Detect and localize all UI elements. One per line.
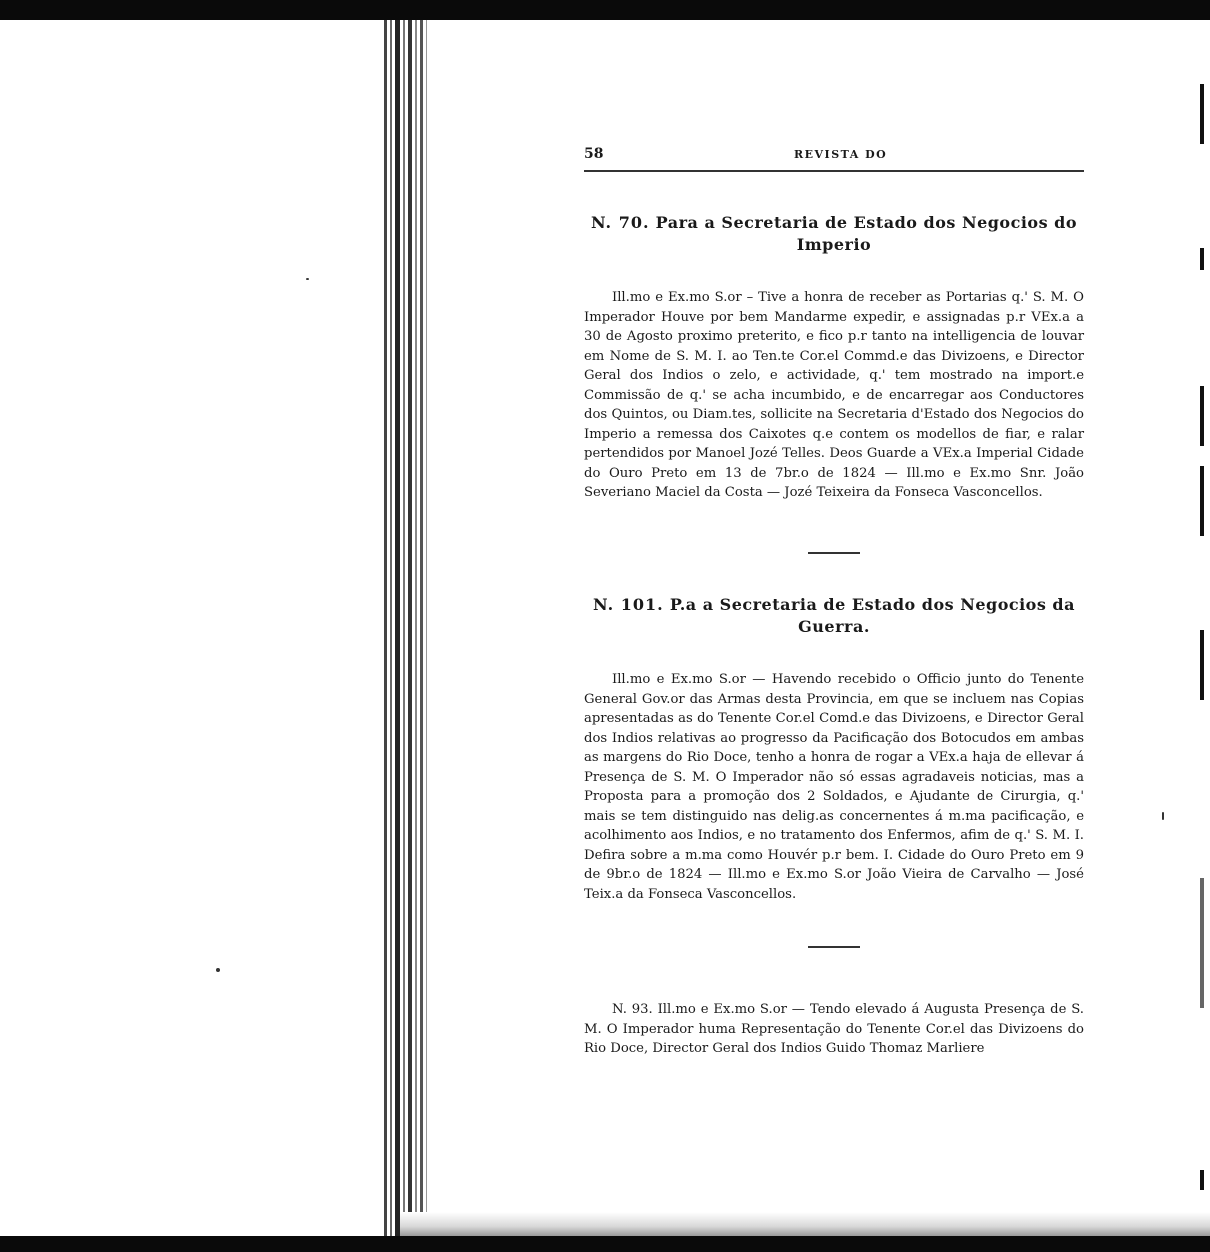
scan-bottom-border: [0, 1236, 1210, 1252]
section-separator: [808, 552, 860, 554]
section-heading: [584, 212, 1084, 256]
page-number: 58: [584, 146, 604, 162]
scan-top-border: [0, 0, 1210, 20]
header-rule: [584, 170, 1084, 172]
letter-paragraph: N. 93. Ill.mo e Ex.mo S.or — Tendo elevado á Augusta Presença de S. M. O Imperador huma Representação do Tenente Cor.el das Divizoens do Rio Doce, Director Geral dos Indios Guido Thomaz Marliere: [584, 1002, 1084, 1056]
section-number: N. 101.: [593, 595, 664, 614]
scan-speck: [216, 968, 220, 972]
left-blank-page: [0, 20, 382, 1236]
running-title: REVISTA DO: [794, 148, 888, 161]
page-header: [584, 146, 1084, 166]
page-bottom-shadow: [400, 1212, 1210, 1236]
page-edge-shadow: [1196, 20, 1210, 1236]
letter-paragraph: Ill.mo e Ex.mo S.or – Tive a honra de receber as Portarias q.' S. M. O Imperador Houve por bem Mandarme expedir, e assignadas p.r VEx.a a 30 de Agosto proximo preterito, e fico p.r tanto na intelligencia de louvar em Nome de S. M. I. ao Ten.te Cor.el Commd.e das Divizoens, e Director Geral dos Indios o zelo, e actividade, q.' tem mostrado na import.e Commissão de q.' se acha incumbido, e de encarregar aos Conductores dos Quintos, ou Diam.tes, sollicite na Secretaria d'Estado dos Negocios do Imperio a remessa dos Caixotes q.e contem os modellos de fiar, e ralar pertendidos por Manoel Jozé Telles. Deos Guarde a VEx.a Imperial Cidade do Ouro Preto em 13 de 7br.o de 1824 — Ill.mo e Ex.mo Snr. João Severiano Maciel da Costa — Jozé Teixeira da Fonseca Vasconcellos.: [584, 290, 1084, 500]
scan-speck: [306, 278, 309, 280]
book-spine-gutter: [382, 20, 430, 1236]
letter-paragraph: Ill.mo e Ex.mo S.or — Havendo recebido o Officio junto do Tenente General Gov.or das Armas desta Provincia, em que se incluem nas Copias apresentadas as do Tenente Cor.el Comd.e das Divizoens, e Director Geral dos Indios relativas ao progresso da Pacificação dos Botocudos em ambas as margens do Rio Doce, tenho a honra de rogar a VEx.a haja de ellevar á Presença de S. M. O Imperador não só essas agradaveis noticias, mas a Proposta para a promoção dos 2 Soldados, e Ajudante de Cirurgia, q.' mais se tem distinguido nas delig.as concernentes á m.ma pacificação, e acolhimento aos Indios, e no tratamento dos Enfermos, afim de q.' S. M. I. Defira sobre a m.ma como Houvér p.r bem. I. Cidade do Ouro Preto em 9 de 9br.o de 1824 — Ill.mo e Ex.mo S.or João Vieira de Carvalho — José Teix.a da Fonseca Vasconcellos.: [584, 672, 1084, 902]
section-heading: [584, 594, 1084, 638]
section-heading-text: Para a Secretaria de Estado dos Negocios do Imperio: [655, 213, 1078, 254]
scan-speck: [1162, 812, 1164, 820]
section-heading-text: P.a a Secretaria de Estado dos Negocios da Guerra.: [669, 595, 1075, 636]
section-separator: [808, 946, 860, 948]
section-number: N. 70.: [590, 213, 650, 232]
